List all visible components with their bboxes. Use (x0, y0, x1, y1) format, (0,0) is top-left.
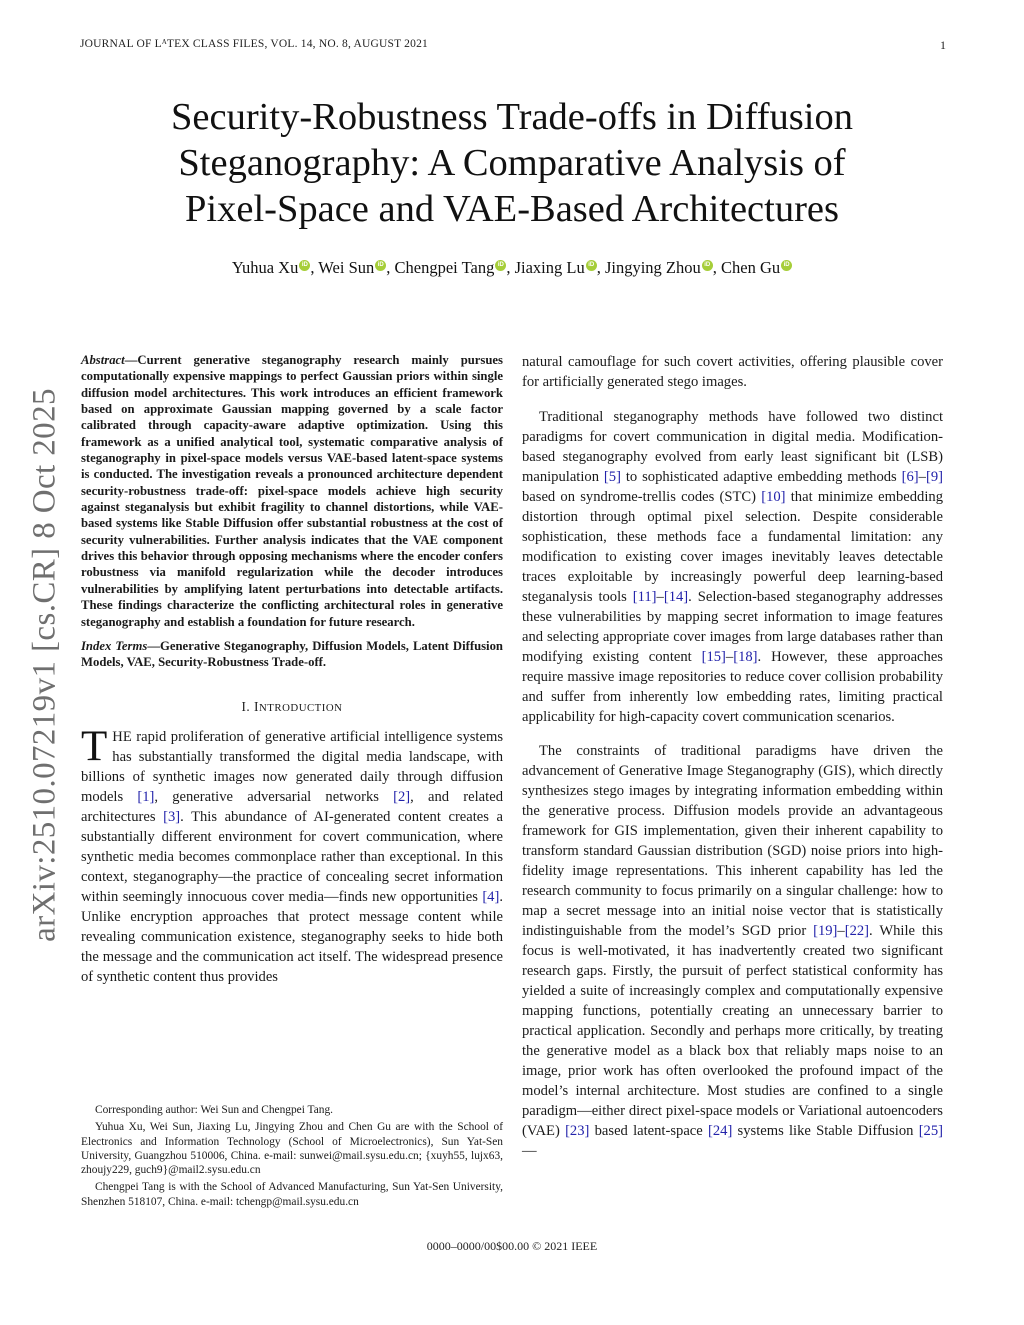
intro-paragraph-1 (81, 722, 503, 987)
intro-text: . However, these approaches require massive image repositories to reduce cover collision probability and suffer from inherently low embedding rates, limiting practical applicability for high-capacity covert communication scenarios. (522, 648, 943, 725)
citation-link[interactable]: [1] (137, 788, 155, 805)
citation-link[interactable]: [3] (163, 808, 181, 825)
index-terms-text: Generative Steganography, Diffusion Models, Latent Diffusion Models, VAE, Security-Robustness Trade-off. (81, 638, 503, 670)
intro-paragraph-3 (522, 741, 943, 1161)
intro-text: – (837, 923, 845, 940)
arxiv-stamp (6, 380, 84, 950)
intro-text: , generative adversarial networks (154, 788, 394, 805)
citation-link[interactable]: [9] (925, 468, 943, 485)
author-name: Wei Sun (318, 258, 375, 277)
left-column (81, 352, 503, 987)
citation-link[interactable]: [2] (393, 788, 411, 805)
citation-link[interactable]: [4] (482, 888, 500, 905)
intro-text: . While this focus is well-motivated, it has inadvertently created two significant research gaps. Firstly, the pursuit of perfect statistical conformity has yielded a suite of increasingly complex and computationally expensive mapping functions, potentially creating an unnecessary barrier to practical application. Secondly and perhaps more critically, by treating the generative model as a black box that reliably maps noise to an image, prior work has often overlooked the profound impact of the model’s internal architecture. Most studies are confined to a single paradigm—either direct pixel-space models or Variational autoencoders (VAE) (522, 923, 943, 1140)
arxiv-stamp-text: arXiv:2510.07219v1 [cs.CR] 8 Oct 2025 (26, 388, 63, 942)
page-number: 1 (940, 38, 946, 52)
intro-text: . Selection-based steganography addresses these vulnerabilities by mapping secret information to image features and selecting appropriate cover images from large databases rather than modifying existing content (522, 588, 943, 665)
section-numeral: I. (241, 698, 251, 714)
title-line: Pixel-Space and VAE-Based Architectures (185, 188, 839, 230)
citation-link[interactable]: [14] (663, 588, 689, 605)
index-terms: Index Terms—Generative Steganography, Diffusion Models, Latent Diffusion Models, VAE, Security-Robustness Trade-off. (81, 638, 503, 670)
intro-text: based latent-space (589, 1123, 708, 1140)
author-name: Chen Gu (721, 258, 781, 277)
citation-link[interactable]: [10] (761, 488, 786, 505)
paper-title (100, 94, 924, 232)
intro-text: that minimize embedding distortion through optimal pixel selection. Despite considerable sophistication, these methods face a fundamental limitation: any modification to existing cover images inevitably leaves detectable traces exploitable by increasingly powerful deep learning-based steganalysis tools (522, 488, 943, 605)
author-list: Yuhua Xu iD , Wei Sun iD , Chengpei Tang iD , Jiaxing Lu iD , Jingying Zhou iD , Chen Gu iD (80, 258, 944, 278)
section-title-initial: I (254, 698, 259, 714)
citation-link[interactable]: [11] (632, 588, 657, 605)
citation-link[interactable]: [22] (844, 923, 870, 940)
author-name: Jiaxing Lu (514, 258, 585, 277)
abstract: Abstract—Current generative steganography research mainly pursues computationally expensive mappings to perfect Gaussian priors within single diffusion model architectures. This work introduces an efficient framework based on approximate Gaussian mapping governed by a scale factor calibrated through capacity-aware adaptive optimization. Using this framework as a unified analytical tool, systematic comparative analysis of steganography in pixel-space models versus VAE-based latent-space systems is conducted. The investigation reveals a pronounced architecture dependent security-robustness trade-off: pixel-space models achieve high security against steganalysis but exhibit fragility to channel distortions, while VAE-based systems like Stable Diffusion offer substantial robustness at the cost of security vulnerabilities. Further analysis indicates that the VAE component drives this behavior through opposing mechanisms where the encoder confers robustness via manifold regularization while the decoder introduces vulnerabilities by amplifying latent perturbations into detectable artifacts. These findings characterize the conflicting architectural roles in generative steganography and establish a foundation for future research. (81, 353, 503, 629)
orcid-icon[interactable]: iD (781, 260, 792, 271)
citation-link[interactable]: [24] (707, 1123, 733, 1140)
footnote-corresponding: Corresponding author: Wei Sun and Chengpei Tang. (95, 1104, 333, 1116)
intro-text: . This abundance of AI-generated content creates a substantially different environment for covert communication, where synthetic media becomes commonplace rather than exceptional. In this context, steganography—the practice of concealing secret information within seemingly innocuous cover media—finds new opportunities (81, 808, 503, 905)
author-name: Jingying Zhou (604, 258, 701, 277)
orcid-icon[interactable]: iD (702, 260, 713, 271)
footnote-affiliation: Yuhua Xu, Wei Sun, Jiaxing Lu, Jingying Zhou and Chen Gu are with the School of Electronics and Information Technology (School of Microelectronics), Sun Yat-Sen University, Guangzhou 510006, China. e-mail: sunwei@mail.sysu.edu.cn; {xuyh55, lujx63, zhoujy229, guch9}@mail2.sysu.edu.cn (81, 1121, 503, 1177)
intro-text: – (918, 468, 926, 485)
abstract-text: Current generative steganography research mainly pursues computationally expensive mappings to perfect Gaussian priors within single diffusion model architectures. This work introduces an efficient framework based on approximate Gaussian mapping governed by a scale factor calibrated through capacity-aware adaptive optimization. Using this framework as a unified analytical tool, systematic comparative analysis of steganography in pixel-space models versus VAE-based latent-space systems is conducted. The investigation reveals a pronounced architecture dependent security-robustness trade-off: pixel-space models achieve high security against steganalysis but exhibit fragility to channel distortions, while VAE-based systems like Stable Diffusion offer substantial robustness at the cost of security vulnerabilities. Further analysis indicates that the VAE component drives this behavior through opposing mechanisms where the encoder confers robustness via manifold regularization while the decoder introduces vulnerabilities by amplifying latent perturbations into detectable artifacts. These findings characterize the conflicting architectural roles in generative steganography and establish a foundation for future research. (81, 353, 503, 629)
intro-text: – (725, 648, 734, 665)
title-line: Steganography: A Comparative Analysis of (178, 142, 846, 184)
title-line: Security-Robustness Trade-offs in Diffusion (171, 96, 853, 138)
intro-text: — (522, 1143, 537, 1160)
author-name: Yuhua Xu (231, 258, 299, 277)
section-title-rest: NTRODUCTION (259, 701, 343, 714)
right-column (522, 352, 943, 1176)
intro-text: Traditional steganography methods have followed two distinct paradigms for covert communication in digital media. Modification-based steganography evolved from early least significant bit (LSB) manipulation (522, 408, 943, 485)
intro-paragraph-1-continued: natural camouflage for such covert activities, offering plausible cover for artificially generated stego images. (522, 354, 943, 390)
section-heading-introduction (81, 699, 503, 715)
citation-link[interactable]: [5] (603, 468, 621, 485)
author-name: Chengpei Tang (394, 258, 495, 277)
orcid-icon[interactable]: iD (495, 260, 506, 271)
footnote-affiliation: Chengpei Tang is with the School of Advanced Manufacturing, Sun Yat-Sen University, Shenzhen 518107, China. e-mail: tchengp@mail.sysu.edu.cn (81, 1181, 503, 1208)
intro-text: HE rapid proliferation of generative artificial intelligence systems has substantially transformed the digital media landscape, with billions of synthetic images now generated daily through diffusion models (81, 728, 503, 805)
intro-text: . Unlike encryption approaches that protect message content while revealing communication existence, steganography seeks to hide both the message and the communication act itself. The widespread presence of synthetic content thus provides (81, 888, 503, 985)
intro-text: to sophisticated adaptive embedding methods (620, 468, 902, 485)
citation-link[interactable]: [25] (918, 1123, 944, 1140)
drop-cap: T (81, 722, 108, 770)
abstract-label: Abstract (81, 353, 125, 367)
citation-link[interactable]: [15] (701, 648, 726, 665)
intro-text: systems like Stable Diffusion (732, 1123, 919, 1140)
orcid-icon[interactable]: iD (299, 260, 310, 271)
citation-link[interactable]: [23] (565, 1123, 590, 1140)
footnotes (81, 1103, 503, 1209)
running-head: JOURNAL OF LᴬTEX CLASS FILES, VOL. 14, NO. 8, AUGUST 2021 (80, 38, 428, 50)
intro-paragraph-2 (522, 407, 943, 727)
orcid-icon[interactable]: iD (375, 260, 386, 271)
index-terms-label: Index Terms (81, 638, 148, 653)
intro-text: – (656, 588, 664, 605)
orcid-icon[interactable]: iD (586, 260, 597, 271)
copyright-footer: 0000–0000/00$00.00 © 2021 IEEE (426, 1239, 598, 1253)
citation-link[interactable]: [18] (733, 648, 758, 665)
intro-text: , and related architectures (81, 788, 503, 825)
intro-text: The constraints of traditional paradigms have driven the advancement of Generative Image Steganography (GIS), which directly synthesizes stego images by integrating information embedding within the generative process. Diffusion models provide an advantageous framework for GIS implementation, given their inherent capability to transform standard Gaussian distribution (SGD) noise priors into high-fidelity image representations. This inherent capability has led the research community to focus primarily on a singular challenge: how to map a secret message into an initial noise vector that is statistically indistinguishable from the model’s SGD prior (522, 743, 943, 940)
citation-link[interactable]: [6] (901, 468, 919, 485)
intro-text: based on syndrome-trellis codes (STC) (522, 488, 762, 505)
citation-link[interactable]: [19] (813, 923, 838, 940)
